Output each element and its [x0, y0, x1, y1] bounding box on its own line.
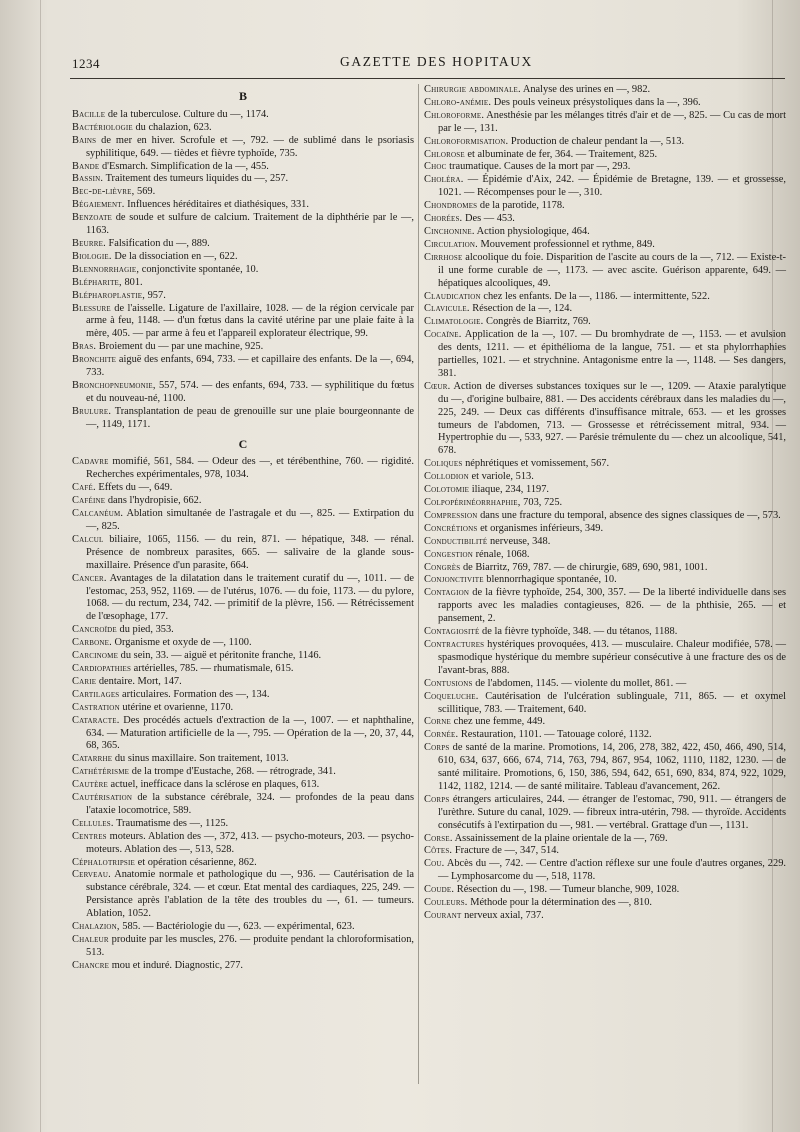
- index-entry: [424, 562, 786, 575]
- entry-heading: Blennorrhagie,: [72, 263, 140, 275]
- entry-text: 557, 574. — des enfants, 694, 733. — syphilitique du fœtus et du nouveau-né, 1100.: [86, 379, 414, 404]
- section-letter: C: [238, 436, 248, 451]
- entry-text: et opération césarienne, 862.: [135, 856, 257, 868]
- entry-text: Anatomie normale et pathologique du —, 936. — Cautérisation de la substance cérébrale, 324. — et cœur. Etat mental des cardiaques, 225, 249. — Persistance après l'ablation de la tête des troubles du —, 61. — tumeurs. Ablation, 1052.: [86, 869, 414, 920]
- entry-heading: Blépharite,: [72, 276, 122, 288]
- entry-text: Mouvement professionnel et rythme, 849.: [477, 238, 655, 250]
- entry-text: nerveux axial, 737.: [461, 910, 544, 921]
- entry-heading: Côtes.: [424, 845, 453, 857]
- entry-heading: Carcinome: [72, 650, 119, 662]
- index-entry: [72, 482, 414, 495]
- index-entry: [72, 508, 414, 534]
- entry-text: Congrès de Biarritz, 769.: [483, 316, 591, 328]
- entry-heading: Bactériologie: [72, 121, 133, 133]
- entry-heading: Chalazion,: [72, 921, 120, 933]
- entry-text: du sinus maxillaire. Son traitement, 1013.: [112, 753, 289, 765]
- entry-text: Résection de la —, 124.: [469, 303, 573, 315]
- entry-text: produite par les muscles, 276. — produite pendant la chloroformisation, 513.: [86, 934, 414, 958]
- running-title: GAZETTE DES HOPITAUX: [340, 54, 533, 69]
- index-entry: [424, 626, 786, 639]
- entry-heading: Blessure: [72, 302, 111, 314]
- entry-heading: Calcanéum.: [72, 508, 124, 520]
- index-entry: [424, 742, 786, 794]
- entry-text: iliaque, 234, 1197.: [469, 484, 549, 496]
- entry-text: Avantages de la dilatation dans le traitement curatif du —, 1011. — de l'estomac, 253, 952, 1169. — de l'utérus, 1076. — du foie, 1173. — du pylore, 1068. — du rectum, 234, 742. — primitif de la plèvre, 156. — Rétrécissement de l'œsophage, 177.: [86, 572, 414, 623]
- index-entry: [424, 536, 786, 549]
- entry-text: chez une femme, 449.: [451, 716, 546, 728]
- entry-text: actuel, inefficace dans la sclérose en plaques, 613.: [107, 779, 320, 791]
- entry-heading: Chirurgie abdominale.: [424, 84, 521, 95]
- index-entry: [424, 84, 786, 97]
- entry-heading: Cautérisation: [72, 792, 133, 804]
- index-entry: [424, 897, 786, 910]
- index-entry: [424, 239, 786, 252]
- index-entry: [424, 716, 786, 729]
- entry-text: traumatique. Causes de la mort par —, 293.: [446, 161, 631, 173]
- index-entry: [424, 639, 786, 678]
- index-entry: [72, 406, 414, 432]
- entry-heading: Corps: [424, 793, 450, 805]
- entry-heading: Céphalotripsie: [72, 856, 136, 868]
- entry-heading: Contusions: [424, 677, 473, 689]
- index-entry: [72, 818, 414, 831]
- index-entry: [424, 200, 786, 213]
- entry-heading: Chloroformisation.: [424, 135, 509, 147]
- entry-heading: Cerveau.: [72, 869, 111, 881]
- index-entry: [72, 534, 414, 573]
- entry-text: d'Esmarch. Simplification de la —, 455.: [99, 160, 269, 172]
- entry-text: Méthode pour la détermination des —, 810.: [467, 897, 653, 909]
- index-entry: [72, 495, 414, 508]
- entry-heading: Chlorose: [424, 148, 465, 160]
- index-entry: [424, 458, 786, 471]
- index-entry: [424, 549, 786, 562]
- index-entry: [72, 199, 414, 212]
- index-entry: [424, 471, 786, 484]
- index-entry: [424, 226, 786, 239]
- entry-heading: Bégaiement.: [72, 199, 125, 211]
- entry-text: étrangers articulaires, 244. — étranger de l'estomac, 790, 911. — étrangers de l'urèthre. Suture du canal, 1029. — fibreux intra-utérin, 798. — thyroïde. Accidents consécutifs à l'extirpation du —, 981. — vertébral. Grattage d'un —, 1131.: [438, 793, 786, 831]
- index-entry: [424, 136, 786, 149]
- index-entry: [72, 135, 414, 161]
- entry-text: Traitement des tumeurs liquides du —, 257.: [103, 173, 289, 185]
- index-entry: [72, 689, 414, 702]
- header-rule: [70, 78, 785, 79]
- entry-text: de Biarritz, 769, 787. — de chirurgie, 689, 690, 981, 1001.: [460, 561, 708, 573]
- page-fold-shadow: [40, 0, 41, 1132]
- entry-heading: Conductibilité: [424, 535, 488, 547]
- entry-text: mou et induré. Diagnostic, 277.: [109, 959, 244, 971]
- entry-text: dans une fracture du temporal, absence des signes classiques de —, 573.: [477, 509, 781, 521]
- entry-text: blennorrhagique spontanée, 10.: [483, 574, 617, 586]
- entry-text: de santé de la marine. Promotions, 14, 206, 278, 382, 422, 450, 466, 490, 514, 610, 634, 637, 666, 674, 714, 763, 794, 867, 954, 1062, 1110, 1182, 1230. — de santé militaire. Promotions, 6, 150, 386, 594, 642, 651, 690, 834, 874, 922, 1029, 1142, 1182, 1214. — de santé militaire. Tableau d'avancement, 262.: [438, 742, 786, 792]
- entry-text: chez les enfants. De la —, 1186. — intermittente, 522.: [480, 290, 710, 302]
- entry-text: Des — 453.: [462, 213, 515, 225]
- entry-heading: Corse.: [424, 832, 453, 844]
- entry-heading: Cardiopathies: [72, 662, 132, 674]
- index-entry: [72, 238, 414, 251]
- index-entry: [424, 303, 786, 316]
- index-entry: [424, 794, 786, 833]
- index-entry: [72, 212, 414, 238]
- index-entry: [72, 173, 414, 186]
- entry-heading: Calcul: [72, 533, 104, 545]
- entry-heading: Colotomie: [424, 484, 470, 496]
- entry-heading: Cautère: [72, 779, 108, 791]
- left-column: [72, 84, 414, 973]
- entry-heading: Choc: [424, 161, 447, 173]
- entry-text: De la dissociation en —, 622.: [111, 250, 238, 262]
- index-entry: [424, 523, 786, 536]
- entry-text: de l'abdomen, 1145. — violente du mollet, 861. —: [472, 677, 687, 689]
- right-column: [424, 84, 786, 923]
- index-entry: [424, 497, 786, 510]
- index-entry: [72, 251, 414, 264]
- page-header: [60, 52, 790, 74]
- index-entry: [424, 910, 786, 923]
- entry-heading: Contagion: [424, 587, 470, 599]
- entry-heading: Bains: [72, 134, 97, 146]
- entry-heading: Bassin.: [72, 173, 104, 185]
- entry-text: utérine et ovarienne, 1170.: [119, 701, 234, 713]
- entry-text: 585. — Bactériologie du —, 623. — expérimental, 623.: [119, 921, 355, 933]
- entry-text: Résection du —, 198. — Tumeur blanche, 909, 1028.: [454, 884, 680, 896]
- entry-text: Organisme et oxyde de —, 1100.: [111, 637, 252, 649]
- entry-text: du pied, 353.: [116, 624, 174, 636]
- index-entry: [72, 264, 414, 277]
- index-entry: [424, 587, 786, 626]
- entry-heading: Congrès: [424, 561, 461, 573]
- entry-heading: Choléra.: [424, 174, 464, 186]
- entry-heading: Centres: [72, 830, 107, 842]
- index-entry: [424, 291, 786, 304]
- entry-heading: Chloroforme.: [424, 109, 485, 121]
- entry-heading: Bec-de-lièvre,: [72, 186, 135, 198]
- index-entry: [72, 702, 414, 715]
- index-entry: [72, 277, 414, 290]
- entry-heading: Cornée.: [424, 729, 459, 741]
- entry-text: Assainissement de la plaine orientale de la —, 769.: [452, 832, 668, 844]
- entry-heading: Biologie.: [72, 250, 112, 262]
- entry-heading: Coliques: [424, 458, 463, 470]
- entry-heading: Blépharoplastie,: [72, 289, 146, 301]
- entry-heading: Chondromes: [424, 200, 478, 212]
- index-entry: [424, 845, 786, 858]
- entry-heading: Cathétérisme: [72, 766, 130, 778]
- index-entry: [424, 252, 786, 291]
- index-entry: [424, 149, 786, 162]
- entry-text: de mer en hiver. Scrofule et —, 792. — de sublimé dans le psoriasis syphilitique, 649. — tièdes et fièvre typhoïde, 735.: [86, 134, 414, 159]
- entry-heading: Cancer.: [72, 572, 107, 584]
- index-entry: [72, 161, 414, 174]
- index-entry: [72, 186, 414, 199]
- entry-text: moteurs. Ablation des —, 372, 413. — psycho-moteurs, 203. — psycho-moteurs. Ablation des —, 513, 528.: [86, 830, 414, 855]
- page-number: 1234: [72, 56, 100, 71]
- entry-text: alcoolique du foie. Disparition de l'ascite au cours de la —, 712. — Existe-t-il une forme curable de —, 1173. — avec ascite. Guérison apparente, 649. — hépatiques alcooliques, 49.: [438, 251, 786, 289]
- entry-heading: Contagiosité: [424, 626, 480, 638]
- entry-heading: Chloro-anémie.: [424, 96, 492, 108]
- index-entry: [72, 380, 414, 406]
- entry-text: Effets du —, 649.: [95, 482, 173, 494]
- entry-text: conjonctivite spontanée, 10.: [139, 263, 259, 275]
- entry-text: de la parotide, 1178.: [477, 200, 565, 212]
- entry-heading: Conjonctivite: [424, 574, 484, 586]
- entry-heading: Cadavre: [72, 456, 109, 468]
- entry-heading: Chancre: [72, 959, 110, 971]
- entry-heading: Café.: [72, 482, 96, 494]
- entry-heading: Clavicule.: [424, 303, 470, 315]
- index-entry: [72, 637, 414, 650]
- entry-text: Transplantation de peau de grenouille sur une plaie bourgeonnante de —, 1149, 1171.: [86, 405, 414, 430]
- entry-text: de l'aisselle. Ligature de l'axillaire, 1028. — de la région cervicale par arme à feu, 1148. — d'un fœtus dans la cavité utérine par une plaie faite à la mère, 405. — par arme à feu et l'appareil explorateur électrique, 99.: [86, 302, 414, 340]
- index-entry: [424, 161, 786, 174]
- entry-text: du chalazion, 623.: [132, 121, 212, 133]
- entry-text: Action physiologique, 464.: [474, 225, 590, 237]
- entry-heading: Castration: [72, 701, 120, 713]
- entry-heading: Corps: [424, 742, 450, 754]
- index-entry: [72, 122, 414, 135]
- entry-text: momifié, 561, 584. — Odeur des —, et térébenthine, 760. — rigidité. Recherches expérimentales, 978, 1034.: [86, 456, 414, 481]
- index-entry: [72, 921, 414, 934]
- entry-heading: Chorées.: [424, 213, 463, 225]
- entry-heading: Bras.: [72, 341, 97, 353]
- entry-heading: Cirrhose: [424, 251, 463, 263]
- entry-text: Ablation simultanée de l'astragale et du —, 825. — Extirpation du —, 825.: [86, 508, 414, 532]
- entry-text: Action de diverses substances toxiques sur le —, 1209. — Ataxie paralytique du —, d'origine bulbaire, 881. — Des accidents cérébraux dans les maladies du —, 225, 249. — Deux cas différents d'insuffisance mitrale, 653. — et les grosses tumeurs de l'abdomen, 713. — Grossesse et rétrécissement mitral, 934. — Hypertrophie du —, 533, 927. — Parésie trémulente du — chez un alcoolique, 541, 678.: [438, 380, 786, 457]
- entry-heading: Cellules.: [72, 817, 114, 829]
- index-entry: [424, 110, 786, 136]
- entry-text: de soude et sulfure de calcium. Traitement de la diphthérie par le —, 1163.: [86, 212, 414, 237]
- index-entry: [424, 97, 786, 110]
- index-entry: [72, 831, 414, 857]
- index-entry: [72, 354, 414, 380]
- entry-text: articulaires. Formation des —, 134.: [119, 688, 270, 700]
- entry-heading: Claudication: [424, 290, 481, 302]
- entry-heading: Collodion: [424, 471, 469, 483]
- entry-text: biliaire, 1065, 1156. — du rein, 871. — hépatique, 348. — rénal. Présence de nombreux parasites, 665. — salivaire de la glande sous-maxillaire. Présence d'un parasite, 664.: [86, 533, 414, 571]
- entry-text: Abcès du —, 742. — Centre d'action réflexe sur une foule d'autres organes, 229. — Lymphosarcome du —, 518, 1178.: [438, 858, 786, 883]
- index-entry: [424, 691, 786, 717]
- entry-text: dentaire. Mort, 147.: [96, 675, 182, 687]
- entry-heading: Climatologie.: [424, 316, 484, 328]
- entry-text: — Épidémie d'Aix, 242. — Épidémie de Bretagne, 139. — et grossesse, 1021. — Récompenses pour le —, 310.: [438, 174, 786, 199]
- entry-heading: Bronchite: [72, 354, 117, 366]
- index-entry: [424, 329, 786, 381]
- entry-heading: Carbone.: [72, 637, 112, 649]
- column-divider: [418, 84, 419, 1084]
- index-entry: [72, 676, 414, 689]
- entry-heading: Bande: [72, 160, 100, 172]
- index-entry: [72, 766, 414, 779]
- entry-heading: Circulation.: [424, 238, 478, 250]
- entry-text: Falsification du —, 889.: [105, 237, 210, 249]
- index-entry: [424, 213, 786, 226]
- entry-heading: Carie: [72, 675, 97, 687]
- entry-heading: Cocaïne.: [424, 329, 462, 341]
- index-entry: [72, 341, 414, 354]
- index-entry: [72, 456, 414, 482]
- entry-heading: Bacille: [72, 108, 106, 120]
- entry-heading: Chaleur: [72, 934, 109, 945]
- entry-text: dans l'hydropisie, 662.: [105, 495, 202, 507]
- entry-heading: Cœur.: [424, 380, 451, 392]
- entry-text: aiguë des enfants, 694, 733. — et capillaire des enfants. De la —, 694, 733.: [86, 354, 414, 379]
- entry-text: Des pouls veineux présystoliques dans la —, 396.: [491, 96, 701, 108]
- index-entry: [72, 663, 414, 676]
- index-entry: [72, 869, 414, 921]
- entry-text: 569.: [134, 186, 156, 198]
- index-entry: [72, 303, 414, 342]
- entry-text: Analyse des urines en —, 982.: [520, 84, 651, 95]
- entry-heading: Coqueluche.: [424, 690, 479, 702]
- entry-heading: Courant: [424, 910, 462, 921]
- index-entry: [424, 316, 786, 329]
- entry-heading: Bronchopneumonie,: [72, 379, 156, 391]
- entry-text: Fracture de —, 347, 514.: [452, 845, 560, 857]
- entry-text: Cautérisation de l'ulcération sublinguale, 711, 865. — et oxymel scillitique, 783. — Traitement, 640.: [438, 690, 786, 715]
- entry-text: nerveuse, 348.: [487, 535, 551, 547]
- entry-text: de la fièvre typhoïde, 254, 300, 357. — De la liberté individuelle dans ses rapports avec les maladies contagieuses, 826. — de la phthisie, 265. — et pansement, 2.: [438, 587, 786, 625]
- entry-text: néphrétiques et vomissement, 567.: [462, 458, 610, 470]
- entry-text: de la fièvre typhoïde, 348. — du tétanos, 1188.: [479, 626, 678, 638]
- index-entry: [72, 624, 414, 637]
- index-entry: [424, 381, 786, 458]
- entry-heading: Cancroïde: [72, 624, 117, 636]
- entry-heading: Corne: [424, 716, 451, 728]
- entry-heading: Catarrhe: [72, 753, 113, 765]
- index-entry: [72, 753, 414, 766]
- entry-text: Production de chaleur pendant la —, 513.: [508, 135, 685, 147]
- index-entry: [424, 174, 786, 200]
- entry-text: de la trompe d'Eustache, 268. — rétrograde, 341.: [129, 766, 336, 778]
- entry-text: Influences héréditaires et diathésiques, 331.: [124, 199, 309, 211]
- entry-heading: Cataracte.: [72, 714, 120, 726]
- entry-text: Des procédés actuels d'extraction de la —, 1007. — et naphthaline, 634. — Maturation artificielle de la —, 795. — Opération de la —, 20, 37, 44, 68, 365.: [86, 714, 414, 752]
- entry-text: rénale, 1068.: [472, 548, 530, 560]
- entry-text: de la tuberculose. Culture du —, 1174.: [105, 108, 269, 120]
- entry-text: Traumatisme des —, 1125.: [113, 817, 229, 829]
- entry-text: 703, 725.: [520, 497, 563, 508]
- entry-text: et organismes inférieurs, 349.: [477, 522, 604, 534]
- entry-heading: Benzoate: [72, 212, 113, 224]
- entry-heading: Concrétions: [424, 522, 478, 534]
- entry-heading: Beurre.: [72, 237, 106, 249]
- entry-text: de la substance cérébrale, 324. — profondes de la peau dans l'ataxie locomotrice, 589.: [86, 792, 414, 816]
- entry-heading: Couleurs.: [424, 897, 468, 909]
- index-entry: [424, 858, 786, 884]
- entry-text: artérielles, 785. — rhumatismale, 615.: [131, 662, 294, 674]
- entry-text: Application de la —, 107. — Du bromhydrate de —, 1153. — et avulsion des dents, 1211. — et épithélioma de la langue, 751. — et sta phylorrhaphies partielles, 1021. — et strychnine. Antagonisme entre la —, 1148. — Ses dangers, 381.: [438, 329, 786, 379]
- index-entry: [424, 484, 786, 497]
- index-entry: [72, 857, 414, 870]
- entry-text: hystériques provoquées, 413. — musculaire. Chaleur modifiée, 578. — spasmodique hystérique du membre supérieur consécutive à une fracture des os de l'avant-bras, 888.: [438, 638, 786, 676]
- entry-text: Broiement du — par une machine, 925.: [96, 341, 264, 353]
- index-entry: [72, 960, 414, 973]
- entry-heading: Coude.: [424, 884, 455, 896]
- entry-text: et albuminate de fer, 364. — Traitement, 825.: [464, 148, 658, 160]
- index-entry: [72, 715, 414, 754]
- index-entry: [72, 109, 414, 122]
- entry-heading: Cartilages: [72, 688, 120, 700]
- index-entry: [72, 934, 414, 960]
- index-entry: [72, 779, 414, 792]
- index-entry: [72, 650, 414, 663]
- index-entry: [72, 573, 414, 625]
- index-entry: [424, 678, 786, 691]
- entry-text: et variole, 513.: [468, 471, 534, 483]
- index-entry: [72, 792, 414, 818]
- entry-heading: Contractures: [424, 638, 485, 650]
- entry-heading: Brulure.: [72, 405, 112, 417]
- entry-text: Restauration, 1101. — Tatouage coloré, 1132.: [458, 729, 652, 741]
- entry-heading: Compression: [424, 509, 478, 521]
- entry-heading: Cinchonine.: [424, 225, 475, 237]
- entry-text: 801.: [121, 276, 143, 288]
- entry-text: du sein, 33. — aiguë et péritonite franche, 1146.: [118, 650, 322, 662]
- entry-text: Anesthésie par les mélanges titrés d'air et de —, 825. — Cu cas de mort par le —, 131.: [438, 109, 786, 134]
- entry-heading: Caféine: [72, 495, 106, 507]
- entry-heading: Cou.: [424, 858, 445, 870]
- index-entry: [424, 833, 786, 846]
- entry-heading: Congestion: [424, 548, 473, 560]
- index-entry: [424, 729, 786, 742]
- index-entry: [424, 510, 786, 523]
- index-entry: [72, 290, 414, 303]
- entry-text: 957.: [145, 289, 166, 301]
- section-letter: B: [238, 89, 247, 103]
- index-entry: [424, 574, 786, 587]
- entry-heading: Colpopérinéorrhaphie,: [424, 497, 521, 508]
- index-entry: [424, 884, 786, 897]
